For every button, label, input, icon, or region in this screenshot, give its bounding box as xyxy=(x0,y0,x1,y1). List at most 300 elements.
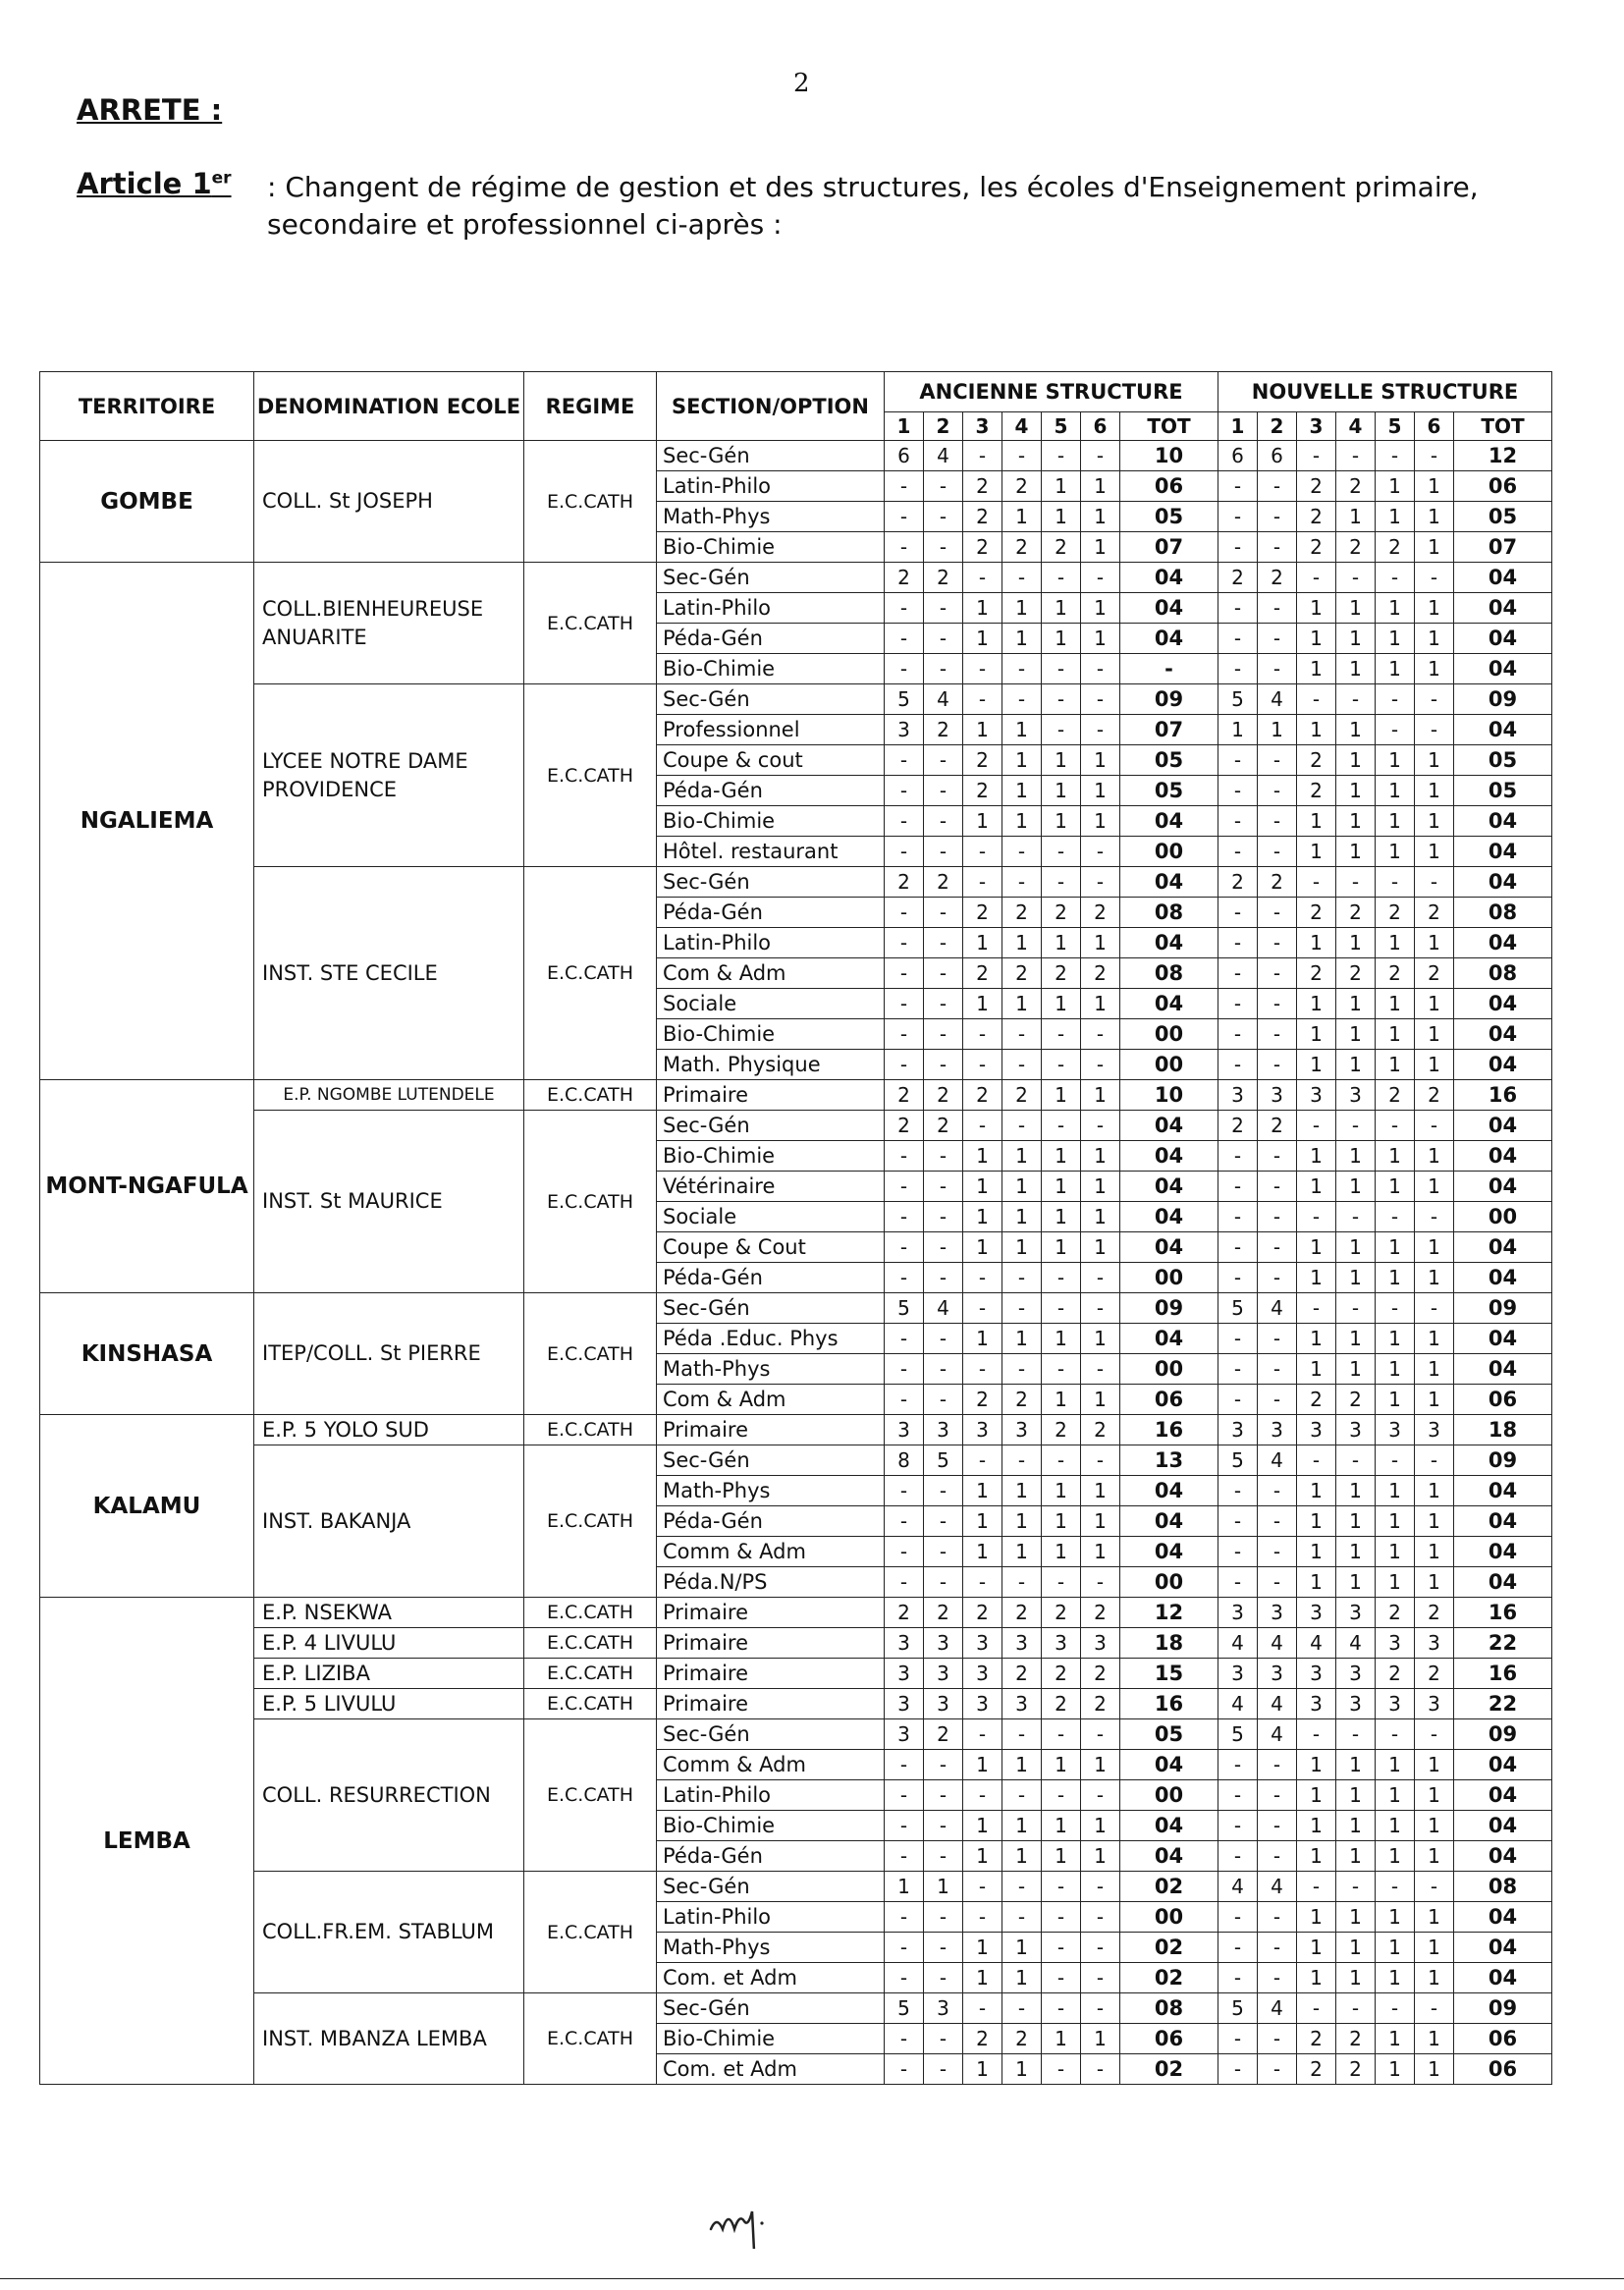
section-cell: Bio-Chimie xyxy=(657,1811,885,1841)
footer-rule xyxy=(0,2278,1624,2279)
regime-cell: E.C.CATH xyxy=(524,1415,657,1445)
ancienne-value-cell: 1 xyxy=(1002,1506,1042,1537)
section-cell: Com & Adm xyxy=(657,1385,885,1415)
ancienne-value-cell: 3 xyxy=(924,1993,963,2024)
section-cell: Math-Phys xyxy=(657,1933,885,1963)
table-row xyxy=(40,1659,1552,1689)
ancienne-value-cell: 2 xyxy=(963,502,1002,532)
nouvelle-value-cell: - xyxy=(1218,1172,1258,1202)
ancienne-total-cell: 06 xyxy=(1120,471,1218,502)
ancienne-value-cell: 1 xyxy=(963,1172,1002,1202)
ancienne-value-cell: 1 xyxy=(1042,1476,1081,1506)
nouvelle-value-cell: - xyxy=(1218,1811,1258,1841)
ancienne-value-cell: - xyxy=(1081,441,1120,471)
section-cell: Sec-Gén xyxy=(657,1111,885,1141)
regime-cell: E.C.CATH xyxy=(524,1598,657,1628)
ancienne-total-cell: 00 xyxy=(1120,1902,1218,1933)
section-cell: Latin-Philo xyxy=(657,1902,885,1933)
nouvelle-value-cell: - xyxy=(1376,1993,1415,2024)
nouvelle-value-cell: 1 xyxy=(1218,715,1258,745)
nouvelle-value-cell: 1 xyxy=(1376,1933,1415,1963)
nouvelle-value-cell: 1 xyxy=(1415,837,1454,867)
nouvelle-value-cell: - xyxy=(1258,1141,1297,1172)
nouvelle-value-cell: 1 xyxy=(1376,1841,1415,1872)
section-cell: Latin-Philo xyxy=(657,471,885,502)
nouvelle-value-cell: 1 xyxy=(1415,593,1454,624)
nouvelle-total-cell: 16 xyxy=(1454,1659,1552,1689)
ancienne-value-cell: 3 xyxy=(924,1628,963,1659)
nouvelle-value-cell: - xyxy=(1415,441,1454,471)
nouvelle-value-cell: 3 xyxy=(1336,1415,1376,1445)
ancienne-value-cell: - xyxy=(924,989,963,1019)
nouvelle-value-cell: 2 xyxy=(1336,958,1376,989)
nouvelle-total-cell: 04 xyxy=(1454,1902,1552,1933)
nouvelle-value-cell: - xyxy=(1218,532,1258,563)
ancienne-value-cell: - xyxy=(885,898,924,928)
nouvelle-value-cell: 1 xyxy=(1297,1141,1336,1172)
nouvelle-value-cell: - xyxy=(1258,502,1297,532)
nouvelle-value-cell: - xyxy=(1258,1019,1297,1050)
nouvelle-value-cell: - xyxy=(1376,563,1415,593)
nouvelle-value-cell: 1 xyxy=(1415,1506,1454,1537)
regime-cell: E.C.CATH xyxy=(524,441,657,563)
nouvelle-total-cell: 04 xyxy=(1454,1750,1552,1780)
nouvelle-total-cell: 09 xyxy=(1454,1445,1552,1476)
nouvelle-value-cell: 1 xyxy=(1415,624,1454,654)
ancienne-total-cell: 00 xyxy=(1120,837,1218,867)
nouvelle-value-cell: 1 xyxy=(1376,624,1415,654)
ancienne-value-cell: 2 xyxy=(924,1111,963,1141)
ancienne-value-cell: - xyxy=(924,1050,963,1080)
nouvelle-total-cell: 04 xyxy=(1454,1263,1552,1293)
ancienne-value-cell: - xyxy=(924,1141,963,1172)
ancienne-value-cell: - xyxy=(885,2024,924,2054)
nouvelle-value-cell: - xyxy=(1218,654,1258,684)
ancienne-value-cell: - xyxy=(1081,1445,1120,1476)
ancienne-value-cell: 1 xyxy=(1002,1841,1042,1872)
ancienne-total-cell: 04 xyxy=(1120,989,1218,1019)
nouvelle-value-cell: 2 xyxy=(1336,2024,1376,2054)
nouvelle-value-cell: 1 xyxy=(1336,1841,1376,1872)
ancienne-total-cell: 09 xyxy=(1120,1293,1218,1324)
nouvelle-value-cell: - xyxy=(1218,1902,1258,1933)
ancienne-value-cell: 2 xyxy=(963,2024,1002,2054)
nouvelle-value-cell: 1 xyxy=(1376,1050,1415,1080)
nouvelle-total-cell: 22 xyxy=(1454,1689,1552,1719)
ancienne-value-cell: - xyxy=(1042,715,1081,745)
ancienne-value-cell: 2 xyxy=(1042,958,1081,989)
nouvelle-value-cell: 1 xyxy=(1376,1780,1415,1811)
regime-cell: E.C.CATH xyxy=(524,563,657,684)
ancienne-total-cell: 05 xyxy=(1120,776,1218,806)
ancienne-value-cell: - xyxy=(1042,1445,1081,1476)
nouvelle-value-cell: - xyxy=(1415,563,1454,593)
nouvelle-value-cell: - xyxy=(1218,1050,1258,1080)
nouvelle-value-cell: 1 xyxy=(1297,1811,1336,1841)
ancienne-value-cell: - xyxy=(1081,1963,1120,1993)
article-label-sup: er xyxy=(211,168,232,189)
nouvelle-total-cell: 04 xyxy=(1454,1476,1552,1506)
ancienne-total-cell: 08 xyxy=(1120,958,1218,989)
nouvelle-value-cell: - xyxy=(1376,1202,1415,1232)
nouvelle-total-cell: 04 xyxy=(1454,1841,1552,1872)
ancienne-value-cell: 1 xyxy=(1042,1172,1081,1202)
regime-cell: E.C.CATH xyxy=(524,867,657,1080)
nouvelle-value-cell: - xyxy=(1258,989,1297,1019)
nouvelle-value-cell: 1 xyxy=(1336,1232,1376,1263)
ancienne-value-cell: - xyxy=(1081,1719,1120,1750)
nouvelle-value-cell: - xyxy=(1218,624,1258,654)
ancienne-value-cell: 3 xyxy=(924,1659,963,1689)
nouvelle-total-cell: 04 xyxy=(1454,928,1552,958)
nouvelle-value-cell: 1 xyxy=(1415,1537,1454,1567)
ancienne-value-cell: - xyxy=(1081,1993,1120,2024)
nouvelle-value-cell: 1 xyxy=(1336,837,1376,867)
nouvelle-value-cell: 1 xyxy=(1336,989,1376,1019)
nouvelle-value-cell: 4 xyxy=(1258,1872,1297,1902)
school-name-cell: E.P. 4 LIVULU xyxy=(254,1628,524,1659)
ancienne-value-cell: - xyxy=(885,1354,924,1385)
ancienne-total-cell: 04 xyxy=(1120,1202,1218,1232)
ancienne-value-cell: 1 xyxy=(1081,1476,1120,1506)
ancienne-total-cell: 06 xyxy=(1120,1385,1218,1415)
ancienne-value-cell: - xyxy=(963,867,1002,898)
ancienne-value-cell: - xyxy=(924,1263,963,1293)
ancienne-value-cell: - xyxy=(924,958,963,989)
ancienne-value-cell: - xyxy=(1081,837,1120,867)
nouvelle-value-cell: - xyxy=(1258,624,1297,654)
ancienne-value-cell: - xyxy=(924,1933,963,1963)
ancienne-value-cell: - xyxy=(963,684,1002,715)
nouvelle-value-cell: - xyxy=(1218,1019,1258,1050)
ancienne-value-cell: 1 xyxy=(963,1202,1002,1232)
nouvelle-value-cell: - xyxy=(1258,928,1297,958)
section-cell: Primaire xyxy=(657,1628,885,1659)
section-cell: Math. Physique xyxy=(657,1050,885,1080)
nouvelle-value-cell: 1 xyxy=(1415,1963,1454,1993)
ancienne-value-cell: - xyxy=(924,1506,963,1537)
ancienne-value-cell: - xyxy=(885,1902,924,1933)
ancienne-value-cell: 3 xyxy=(885,715,924,745)
ancienne-value-cell: 1 xyxy=(1002,1172,1042,1202)
nouvelle-total-cell: 04 xyxy=(1454,1963,1552,1993)
ancienne-value-cell: - xyxy=(885,1385,924,1415)
ancienne-value-cell: - xyxy=(1042,1263,1081,1293)
nouvelle-total-cell: 04 xyxy=(1454,1172,1552,1202)
ancienne-value-cell: - xyxy=(1002,1293,1042,1324)
nouvelle-total-cell: 09 xyxy=(1454,1719,1552,1750)
ancienne-value-cell: - xyxy=(924,593,963,624)
nouvelle-value-cell: 3 xyxy=(1376,1689,1415,1719)
nouvelle-value-cell: - xyxy=(1258,1050,1297,1080)
ancienne-value-cell: - xyxy=(1042,1567,1081,1598)
section-cell: Sec-Gén xyxy=(657,1445,885,1476)
nouvelle-value-cell: 1 xyxy=(1415,1141,1454,1172)
nouvelle-value-cell: 2 xyxy=(1297,958,1336,989)
nouvelle-value-cell: - xyxy=(1258,1841,1297,1872)
section-cell: Hôtel. restaurant xyxy=(657,837,885,867)
ancienne-value-cell: - xyxy=(885,1780,924,1811)
territoire-cell: NGALIEMA xyxy=(40,563,254,1080)
nouvelle-value-cell: - xyxy=(1258,1537,1297,1567)
nouvelle-value-cell: 2 xyxy=(1376,1659,1415,1689)
nouvelle-value-cell: - xyxy=(1258,1324,1297,1354)
ancienne-value-cell: 1 xyxy=(1002,1324,1042,1354)
nouvelle-value-cell: 1 xyxy=(1297,1324,1336,1354)
ancienne-value-cell: - xyxy=(885,745,924,776)
nouvelle-value-cell: 1 xyxy=(1415,1172,1454,1202)
section-cell: Coupe & Cout xyxy=(657,1232,885,1263)
ancienne-total-cell: 10 xyxy=(1120,1080,1218,1111)
nouvelle-value-cell: 2 xyxy=(1336,471,1376,502)
nouvelle-value-cell: 1 xyxy=(1415,776,1454,806)
nouvelle-value-cell: 1 xyxy=(1415,989,1454,1019)
ancienne-value-cell: - xyxy=(963,1993,1002,2024)
ancienne-value-cell: 1 xyxy=(963,624,1002,654)
ancienne-value-cell: - xyxy=(1002,441,1042,471)
ancienne-value-cell: - xyxy=(1002,1354,1042,1385)
nouvelle-total-cell: 04 xyxy=(1454,715,1552,745)
ancienne-value-cell: 3 xyxy=(885,1659,924,1689)
nouvelle-value-cell: 1 xyxy=(1415,1324,1454,1354)
nouvelle-value-cell: 1 xyxy=(1297,715,1336,745)
ancienne-value-cell: 2 xyxy=(963,1080,1002,1111)
ancienne-value-cell: 1 xyxy=(1002,502,1042,532)
section-cell: Coupe & cout xyxy=(657,745,885,776)
nouvelle-value-cell: 1 xyxy=(1336,1506,1376,1537)
nouvelle-value-cell: 2 xyxy=(1297,471,1336,502)
nouvelle-value-cell: 2 xyxy=(1376,1080,1415,1111)
ancienne-value-cell: 1 xyxy=(963,1841,1002,1872)
ancienne-value-cell: 1 xyxy=(1042,806,1081,837)
ancienne-value-cell: - xyxy=(1042,1780,1081,1811)
school-name-cell: LYCEE NOTRE DAME PROVIDENCE xyxy=(254,684,524,867)
nouvelle-value-cell: 1 xyxy=(1297,1841,1336,1872)
ancienne-value-cell: 2 xyxy=(885,1080,924,1111)
ancienne-value-cell: - xyxy=(963,1719,1002,1750)
ancienne-value-cell: 2 xyxy=(924,1719,963,1750)
nouvelle-value-cell: 1 xyxy=(1415,1841,1454,1872)
ancienne-value-cell: - xyxy=(1002,1872,1042,1902)
nouvelle-value-cell: 1 xyxy=(1376,745,1415,776)
nouvelle-total-cell: 00 xyxy=(1454,1202,1552,1232)
ancienne-value-cell: - xyxy=(1042,1872,1081,1902)
ancienne-value-cell: 1 xyxy=(1002,989,1042,1019)
nouvelle-value-cell: 1 xyxy=(1297,989,1336,1019)
ancienne-value-cell: 1 xyxy=(963,1324,1002,1354)
nouvelle-value-cell: 1 xyxy=(1376,1324,1415,1354)
section-cell: Sec-Gén xyxy=(657,1993,885,2024)
ancienne-total-cell: 04 xyxy=(1120,1476,1218,1506)
nouvelle-value-cell: 5 xyxy=(1218,1993,1258,2024)
nouvelle-value-cell: - xyxy=(1336,1872,1376,1902)
nouvelle-value-cell: - xyxy=(1258,958,1297,989)
ancienne-value-cell: - xyxy=(1042,1293,1081,1324)
nouvelle-value-cell: - xyxy=(1297,1993,1336,2024)
ancienne-value-cell: 1 xyxy=(1002,806,1042,837)
ancienne-value-cell: 1 xyxy=(963,1811,1002,1841)
ancienne-value-cell: - xyxy=(1081,1111,1120,1141)
ancienne-value-cell: - xyxy=(1081,1019,1120,1050)
nouvelle-total-cell: 04 xyxy=(1454,1506,1552,1537)
ancienne-total-cell: 04 xyxy=(1120,1111,1218,1141)
ancienne-total-cell: 09 xyxy=(1120,684,1218,715)
nouvelle-value-cell: 1 xyxy=(1376,1263,1415,1293)
nouvelle-value-cell: - xyxy=(1218,1385,1258,1415)
nouvelle-value-cell: 1 xyxy=(1336,1141,1376,1172)
ancienne-total-cell: 00 xyxy=(1120,1019,1218,1050)
ancienne-value-cell: 2 xyxy=(963,1385,1002,1415)
ancienne-total-cell: 02 xyxy=(1120,1963,1218,1993)
ancienne-value-cell: - xyxy=(1081,1902,1120,1933)
nouvelle-value-cell: - xyxy=(1258,471,1297,502)
ancienne-value-cell: - xyxy=(963,1354,1002,1385)
table-row xyxy=(40,1993,1552,2024)
ancienne-value-cell: - xyxy=(1081,867,1120,898)
ancienne-value-cell: - xyxy=(1042,1111,1081,1141)
ancienne-value-cell: 1 xyxy=(1081,1141,1120,1172)
ancienne-value-cell: - xyxy=(1002,1719,1042,1750)
ancienne-value-cell: 1 xyxy=(1081,745,1120,776)
ancienne-value-cell: - xyxy=(885,958,924,989)
ancienne-value-cell: - xyxy=(1042,1019,1081,1050)
ancienne-value-cell: 2 xyxy=(1042,1598,1081,1628)
nouvelle-value-cell: 2 xyxy=(1297,745,1336,776)
ancienne-value-cell: - xyxy=(1042,684,1081,715)
ancienne-value-cell: - xyxy=(1042,1963,1081,1993)
ancienne-total-cell: 15 xyxy=(1120,1659,1218,1689)
nouvelle-value-cell: 1 xyxy=(1376,593,1415,624)
nouvelle-value-cell: - xyxy=(1218,1780,1258,1811)
nouvelle-value-cell: 1 xyxy=(1297,1050,1336,1080)
nouvelle-value-cell: - xyxy=(1258,1354,1297,1385)
ancienne-value-cell: 2 xyxy=(1081,1689,1120,1719)
nouvelle-total-cell: 09 xyxy=(1454,1293,1552,1324)
ancienne-value-cell: - xyxy=(885,1750,924,1780)
nouvelle-value-cell: 1 xyxy=(1297,624,1336,654)
ancienne-total-cell: 07 xyxy=(1120,532,1218,563)
nouvelle-value-cell: - xyxy=(1218,2054,1258,2085)
section-cell: Primaire xyxy=(657,1598,885,1628)
nouvelle-value-cell: - xyxy=(1258,1476,1297,1506)
nouvelle-value-cell: 3 xyxy=(1218,1598,1258,1628)
nouvelle-value-cell: 3 xyxy=(1415,1628,1454,1659)
ancienne-value-cell: 1 xyxy=(1042,1232,1081,1263)
nouvelle-value-cell: - xyxy=(1415,1993,1454,2024)
ancienne-value-cell: 2 xyxy=(1002,1385,1042,1415)
section-cell: Sociale xyxy=(657,989,885,1019)
ancienne-value-cell: 2 xyxy=(885,1111,924,1141)
nouvelle-value-cell: - xyxy=(1376,1872,1415,1902)
ancienne-value-cell: 2 xyxy=(1002,1080,1042,1111)
ancienne-value-cell: - xyxy=(885,593,924,624)
ancienne-value-cell: 3 xyxy=(1002,1689,1042,1719)
ancienne-value-cell: 1 xyxy=(1081,1080,1120,1111)
nouvelle-value-cell: 2 xyxy=(1376,958,1415,989)
section-cell: Latin-Philo xyxy=(657,593,885,624)
nouvelle-value-cell: 1 xyxy=(1415,1933,1454,1963)
nouvelle-value-cell: 2 xyxy=(1297,776,1336,806)
section-cell: Bio-Chimie xyxy=(657,806,885,837)
ancienne-value-cell: - xyxy=(963,1293,1002,1324)
ancienne-value-cell: 6 xyxy=(885,441,924,471)
nouvelle-value-cell: 4 xyxy=(1297,1628,1336,1659)
ancienne-value-cell: - xyxy=(1002,684,1042,715)
handwritten-initials-mark xyxy=(707,2190,785,2258)
ancienne-value-cell: - xyxy=(885,806,924,837)
nouvelle-value-cell: - xyxy=(1415,1872,1454,1902)
section-cell: Com & Adm xyxy=(657,958,885,989)
ancienne-value-cell: - xyxy=(924,624,963,654)
ancienne-total-cell: 04 xyxy=(1120,1841,1218,1872)
nouvelle-total-cell: 08 xyxy=(1454,898,1552,928)
ancienne-value-cell: - xyxy=(924,1780,963,1811)
ancienne-value-cell: - xyxy=(963,654,1002,684)
nouvelle-value-cell: - xyxy=(1376,684,1415,715)
ancienne-value-cell: 2 xyxy=(963,532,1002,563)
nouvelle-value-cell: 1 xyxy=(1415,502,1454,532)
nouvelle-value-cell: 2 xyxy=(1297,532,1336,563)
nouvelle-total-cell: 05 xyxy=(1454,745,1552,776)
nouvelle-value-cell: 3 xyxy=(1336,1689,1376,1719)
ancienne-value-cell: 3 xyxy=(963,1659,1002,1689)
nouvelle-value-cell: 4 xyxy=(1336,1628,1376,1659)
nouvelle-value-cell: - xyxy=(1297,1719,1336,1750)
nouvelle-total-cell: 09 xyxy=(1454,1993,1552,2024)
nouvelle-value-cell: 1 xyxy=(1336,715,1376,745)
ancienne-value-cell: - xyxy=(885,502,924,532)
nouvelle-value-cell: 1 xyxy=(1336,1172,1376,1202)
ancienne-value-cell: - xyxy=(924,837,963,867)
school-name-cell: INST. BAKANJA xyxy=(254,1445,524,1598)
ancienne-total-cell: 13 xyxy=(1120,1445,1218,1476)
nouvelle-value-cell: 1 xyxy=(1415,2054,1454,2085)
nouvelle-total-cell: 04 xyxy=(1454,1324,1552,1354)
nouvelle-value-cell: 2 xyxy=(1415,1080,1454,1111)
nouvelle-value-cell: - xyxy=(1336,1993,1376,2024)
ancienne-value-cell: 1 xyxy=(1081,989,1120,1019)
section-cell: Sec-Gén xyxy=(657,867,885,898)
ancienne-value-cell: 3 xyxy=(885,1719,924,1750)
ancienne-value-cell: - xyxy=(1002,837,1042,867)
nouvelle-value-cell: 3 xyxy=(1258,1415,1297,1445)
table-row xyxy=(40,563,1552,593)
nouvelle-value-cell: 1 xyxy=(1376,1019,1415,1050)
nouvelle-value-cell: - xyxy=(1336,867,1376,898)
ancienne-value-cell: - xyxy=(1042,1354,1081,1385)
nouvelle-value-cell: 1 xyxy=(1336,624,1376,654)
section-cell: Primaire xyxy=(657,1415,885,1445)
ancienne-value-cell: 2 xyxy=(1042,532,1081,563)
ancienne-value-cell: - xyxy=(1002,1263,1042,1293)
nouvelle-value-cell: 1 xyxy=(1297,1780,1336,1811)
header-nouvelle-col: 4 xyxy=(1336,412,1376,441)
nouvelle-value-cell: 5 xyxy=(1218,1293,1258,1324)
nouvelle-value-cell: 1 xyxy=(1376,1385,1415,1415)
ancienne-total-cell: 04 xyxy=(1120,1324,1218,1354)
section-cell: Com. et Adm xyxy=(657,1963,885,1993)
ancienne-value-cell: - xyxy=(1042,837,1081,867)
nouvelle-value-cell: - xyxy=(1258,1202,1297,1232)
ancienne-total-cell: 07 xyxy=(1120,715,1218,745)
header-ancienne-tot: TOT xyxy=(1120,412,1218,441)
section-cell: Latin-Philo xyxy=(657,1780,885,1811)
nouvelle-value-cell: 1 xyxy=(1297,1506,1336,1537)
ancienne-value-cell: - xyxy=(1081,563,1120,593)
arrete-heading: ARRETE : xyxy=(77,93,223,127)
ancienne-total-cell: 04 xyxy=(1120,867,1218,898)
nouvelle-value-cell: - xyxy=(1258,654,1297,684)
